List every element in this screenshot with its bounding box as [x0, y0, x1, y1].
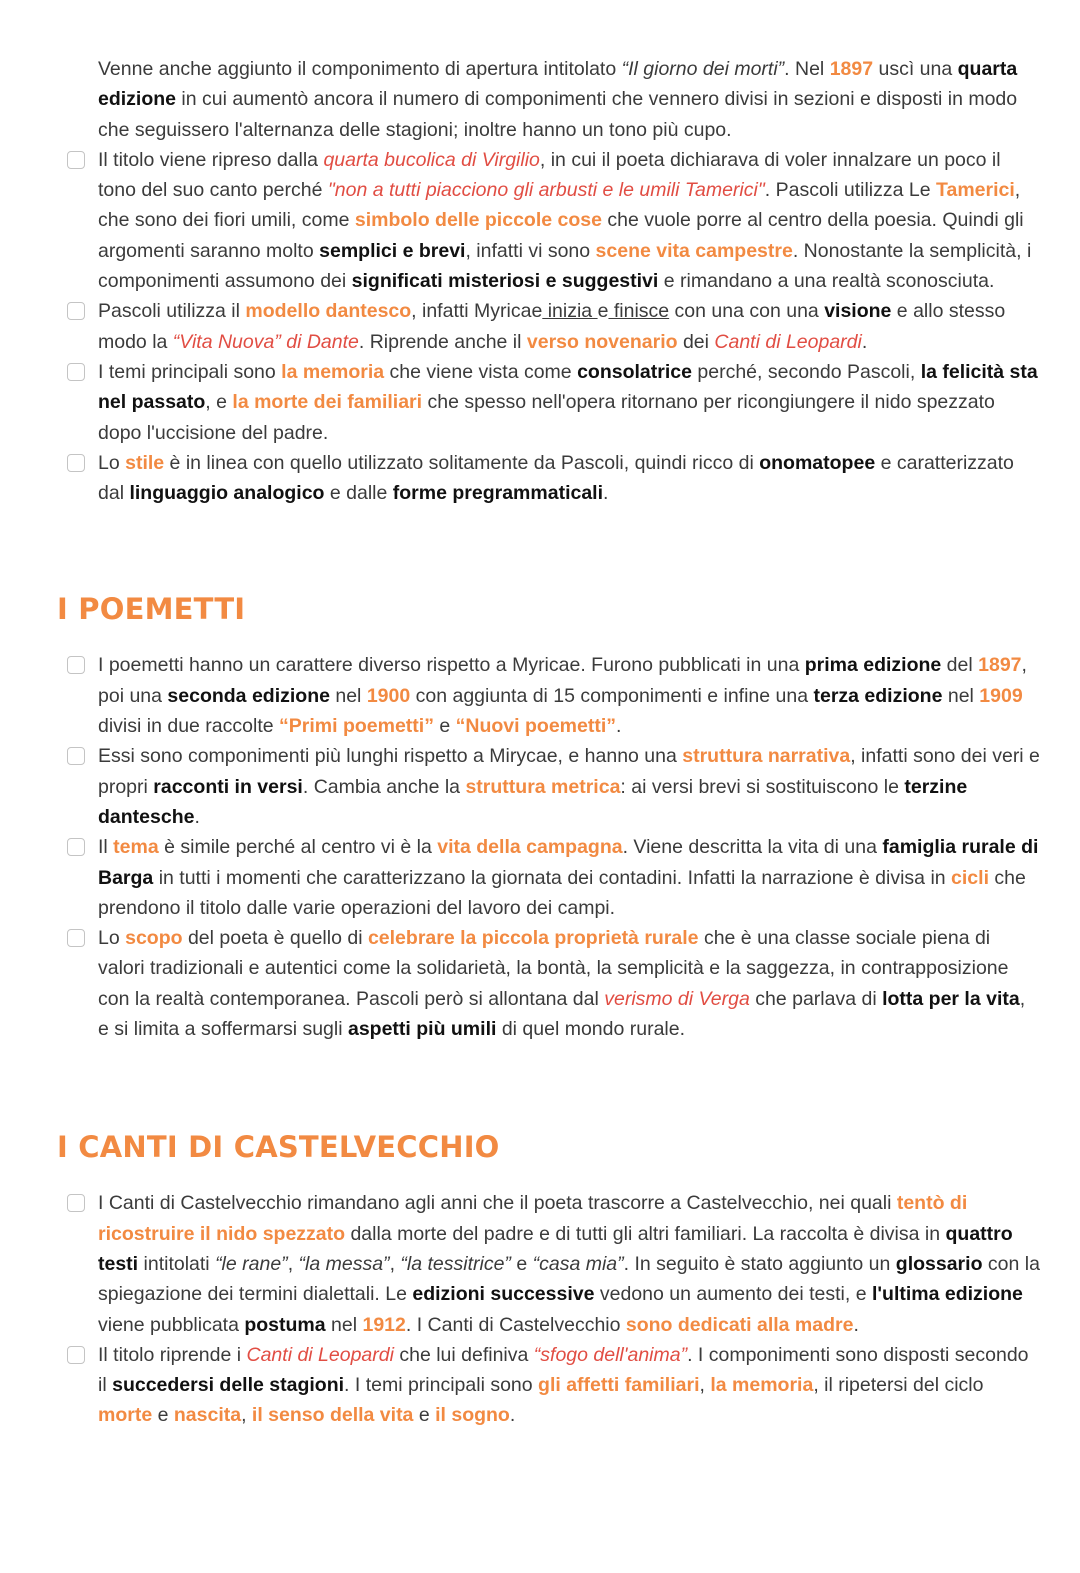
emphasis-text: scene vita campestre [595, 239, 793, 262]
text-run: . [603, 482, 609, 505]
emphasis-text: la memoria [710, 1374, 814, 1397]
emphasis-text: "non a tutti piacciono gli arbusti e le umili Tamerici" [327, 179, 765, 202]
text-run: , il ripetersi del ciclo [813, 1374, 984, 1397]
text-run: uscì una [873, 58, 958, 80]
text-run: . I componimenti sono disposti secondo il [98, 1343, 1029, 1397]
emphasis-text: “sfogo dell'anima” [533, 1343, 688, 1366]
emphasis-text: quarta bucolica di Virgilio [323, 148, 540, 171]
text-run: , infatti sono dei veri e propri [98, 745, 1040, 798]
emphasis-text: “la tessitrice” [400, 1252, 511, 1275]
text-run: . Pascoli utilizza Le [764, 179, 937, 202]
text-run: . Riprende anche il [358, 330, 527, 353]
text-run: di quel mondo rurale. [496, 1018, 686, 1041]
emphasis-text: “Vita Nuova” di Dante [172, 330, 359, 353]
checkbox-icon[interactable] [67, 747, 85, 765]
emphasis-text: seconda edizione [167, 684, 330, 707]
emphasis-text: finisce [608, 300, 670, 323]
text-run: che viene vista come [384, 360, 578, 383]
text-run: . Cambia anche la [302, 775, 466, 798]
text-run: . [861, 330, 868, 353]
checkbox-icon[interactable] [67, 656, 85, 674]
text-run: che prendono il titolo dalle varie operazioni del lavoro dei campi. [98, 866, 1026, 919]
emphasis-text: gli affetti familiari [538, 1374, 700, 1397]
emphasis-text: postuma [244, 1313, 326, 1336]
text-run: del poeta è quello di [182, 927, 368, 950]
emphasis-text: quattro testi [98, 1222, 1013, 1275]
poemetti-list [0, 650, 1080, 1044]
text-run: che spesso nell'opera ritornano per ricongiungere il nido spezzato dopo l'uccisione del padre. [98, 391, 995, 444]
text-run: in cui aumentò ancora il numero di componimenti che vennero divisi in sezioni e disposti in modo che seguissero l'alternanza delle stagioni; inoltre hanno un tono più cupo. [98, 88, 1018, 141]
emphasis-text: famiglia rurale di Barga [98, 836, 1039, 889]
text-run: I poemetti hanno un carattere diverso rispetto a Myricae. Furono pubblicati in una [98, 654, 805, 677]
list-item [98, 296, 1040, 357]
text-run: , che sono dei fiori umili, come [98, 179, 1021, 232]
text-run: dei [677, 330, 715, 353]
emphasis-text: lotta per la vita [882, 987, 1020, 1010]
text-run: vedono un aumento dei testi, e [594, 1283, 872, 1306]
intro-paragraph [98, 54, 1040, 145]
text-run: , e si limita a soffermarsi sugli [98, 987, 1026, 1041]
emphasis-text: nascita [173, 1404, 242, 1427]
text-run: . [616, 715, 622, 738]
emphasis-text: modello dantesco [245, 300, 412, 323]
castelvecchio-list [0, 1188, 1080, 1430]
text-run: nel [942, 684, 980, 707]
emphasis-text: sono dedicati alla madre [625, 1313, 854, 1336]
emphasis-text: verso novenario [526, 330, 678, 353]
emphasis-text: morte [98, 1404, 153, 1427]
emphasis-text: “Il giorno dei morti” [621, 58, 785, 80]
emphasis-text: stile [125, 451, 165, 474]
emphasis-text: consolatrice [577, 360, 692, 383]
emphasis-text: onomatopee [759, 451, 876, 474]
text-run: : ai versi brevi si sostituiscono le [620, 775, 905, 798]
text-run: in tutti i momenti che caratterizzano la giornata dei contadini. Infatti la narrazione è divisa in [153, 866, 952, 889]
text-run: e [597, 300, 609, 323]
text-run: , [389, 1252, 401, 1275]
emphasis-text: Canti di Leopardi [714, 330, 862, 353]
list-item [98, 923, 1040, 1044]
checkbox-icon[interactable] [67, 302, 85, 320]
checkbox-icon[interactable] [67, 929, 85, 947]
text-run: che è una classe sociale piena di valori tradizionali e autentici come la solidarietà, la bontà, la semplicità e la saggezza, in contrapposizione con la realtà contemporanea. Pascoli però si allontana dal [98, 927, 1009, 1010]
emphasis-text: 1912 [362, 1313, 406, 1336]
text-run: , infatti vi sono [465, 239, 596, 262]
text-run: e [510, 1252, 533, 1275]
text-run: è simile perché al centro vi è la [158, 836, 438, 859]
text-run: e [413, 1404, 436, 1427]
text-run: , in cui il poeta dichiarava di voler innalzare un poco il tono del suo canto perché [98, 148, 1001, 202]
emphasis-text: succedersi delle stagioni [112, 1374, 345, 1397]
emphasis-text: scopo [125, 927, 183, 950]
emphasis-text: la felicità sta nel passato [98, 360, 1038, 414]
text-run: Essi sono componimenti più lunghi rispetto a Mirycae, e hanno una [98, 745, 683, 768]
text-run: , e [205, 391, 233, 414]
emphasis-text: glossario [895, 1252, 983, 1275]
list-item [98, 448, 1040, 509]
emphasis-text: “Nuovi poemetti” [455, 715, 616, 738]
text-run: Il titolo riprende i [98, 1343, 247, 1366]
text-run: , poi una [98, 654, 1027, 707]
emphasis-text: 1909 [979, 684, 1023, 707]
text-run: Pascoli utilizza il [98, 300, 246, 323]
emphasis-text: prima edizione [804, 654, 942, 677]
text-run: Il titolo viene ripreso dalla [98, 148, 324, 171]
text-run: . I Canti di Castelvecchio [405, 1313, 626, 1336]
text-run: . Nonostante la semplicità, i componimenti assumono dei [98, 239, 1032, 293]
text-run: I temi principali sono [98, 360, 282, 383]
emphasis-text: la morte dei familiari [232, 391, 423, 414]
text-run: . Nel [784, 58, 830, 80]
section-title-poemetti: I POEMETTI [57, 592, 246, 627]
emphasis-text: tema [113, 836, 159, 859]
list-item [98, 145, 1040, 296]
emphasis-text: visione [824, 300, 892, 323]
text-run: e [152, 1404, 174, 1427]
text-run: , [699, 1374, 711, 1397]
text-run: I Canti di Castelvecchio rimandano agli anni che il poeta trascorre a Castelvecchio, nei quali [98, 1192, 897, 1215]
emphasis-text: “casa mia” [532, 1252, 624, 1275]
emphasis-text: 1897 [978, 654, 1022, 677]
list-item [98, 650, 1040, 741]
text-run: che parlava di [749, 987, 883, 1010]
text-run: del [941, 654, 979, 677]
text-run: e dalle [324, 482, 393, 505]
list-item [98, 357, 1040, 448]
text-run: dalla morte del padre e di tutti gli altri familiari. La raccolta è divisa in [345, 1222, 946, 1245]
emphasis-text: semplici e brevi [319, 239, 466, 262]
text-run: , infatti Myricae [411, 300, 543, 323]
text-run: nel [325, 1313, 363, 1336]
emphasis-text: vita della campagna [437, 836, 623, 859]
emphasis-text: struttura narrativa [682, 745, 851, 768]
text-run: Lo [98, 451, 126, 474]
text-run: con la spiegazione dei termini dialettali. Le [98, 1252, 1040, 1306]
emphasis-text: terza edizione [813, 684, 943, 707]
checkbox-icon[interactable] [67, 454, 85, 472]
emphasis-text: Canti di Leopardi [246, 1343, 394, 1366]
text-run: e rimandano a una realtà sconosciuta. [658, 270, 995, 293]
emphasis-text: il senso della vita [251, 1404, 414, 1427]
text-run: Lo [98, 927, 126, 950]
list-item [98, 1188, 1040, 1339]
emphasis-text: verismo di Verga [604, 987, 750, 1010]
emphasis-text: cicli [951, 866, 989, 889]
text-run: viene pubblicata [98, 1313, 245, 1336]
emphasis-text: Tamerici [936, 179, 1015, 202]
text-run: è in linea con quello utilizzato solitamente da Pascoli, quindi ricco di [164, 451, 760, 474]
emphasis-text: 1897 [829, 58, 874, 80]
emphasis-text: “la messa” [298, 1252, 390, 1275]
text-run: Venne anche aggiunto il componimento di apertura intitolato [98, 58, 622, 80]
text-run: che lui definiva [393, 1343, 534, 1366]
checkbox-icon[interactable] [67, 1346, 85, 1364]
emphasis-text: “Primi poemetti” [279, 715, 434, 738]
emphasis-text: aspetti più umili [347, 1018, 497, 1041]
text-run: . [194, 805, 200, 828]
text-run: divisi in due raccolte [98, 715, 280, 738]
list-item [98, 1340, 1040, 1431]
checkbox-icon[interactable] [67, 1194, 85, 1212]
text-run: che vuole porre al centro della poesia. Quindi gli argomenti saranno molto [98, 209, 1024, 262]
text-run: . Viene descritta la vita di una [622, 836, 883, 859]
text-run: . I temi principali sono [344, 1374, 539, 1397]
emphasis-text: celebrare la piccola proprietà rurale [367, 927, 699, 950]
emphasis-text: significati misteriosi e suggestivi [351, 270, 659, 293]
text-run: Il [98, 836, 114, 859]
checkbox-icon[interactable] [67, 151, 85, 169]
emphasis-text: la memoria [281, 360, 385, 383]
emphasis-text: edizioni successive [412, 1283, 595, 1306]
text-run: con una con una [669, 300, 825, 323]
checkbox-icon[interactable] [67, 363, 85, 381]
emphasis-text: simbolo delle piccole cose [354, 209, 602, 232]
emphasis-text: “le rane” [215, 1252, 288, 1275]
text-run: con aggiunta di 15 componimenti e infine una [410, 684, 814, 707]
text-run: intitolati [138, 1252, 216, 1275]
emphasis-text: inizia [542, 300, 598, 323]
section-title-castelvecchio: I CANTI DI CASTELVECCHIO [57, 1130, 500, 1165]
list-item [98, 832, 1040, 923]
checkbox-icon[interactable] [67, 838, 85, 856]
text-run: . [509, 1404, 516, 1427]
text-run: e allo stesso modo la [98, 300, 1006, 353]
emphasis-text: linguaggio analogico [129, 482, 325, 505]
emphasis-text: racconti in versi [153, 775, 303, 798]
text-run: . In seguito è stato aggiunto un [623, 1252, 896, 1275]
text-run: perché, secondo Pascoli, [691, 360, 921, 383]
emphasis-text: forme pregrammaticali [392, 482, 604, 505]
emphasis-text: 1900 [366, 684, 411, 707]
emphasis-text: tentò di ricostruire il nido spezzato [98, 1192, 968, 1245]
emphasis-text: quarta edizione [98, 58, 1018, 111]
myricae-list [0, 145, 1080, 509]
emphasis-text: terzine dantesche [98, 775, 968, 828]
emphasis-text: l'ultima edizione [871, 1283, 1023, 1306]
text-run: e [433, 715, 456, 738]
emphasis-text: struttura metrica [465, 775, 621, 798]
text-run: nel [329, 684, 367, 707]
text-run: . [853, 1313, 859, 1336]
text-run: , [287, 1252, 299, 1275]
list-item [98, 741, 1040, 832]
text-run: e caratterizzato dal [98, 451, 1014, 505]
emphasis-text: il sogno [435, 1404, 510, 1427]
text-run: , [241, 1404, 252, 1427]
